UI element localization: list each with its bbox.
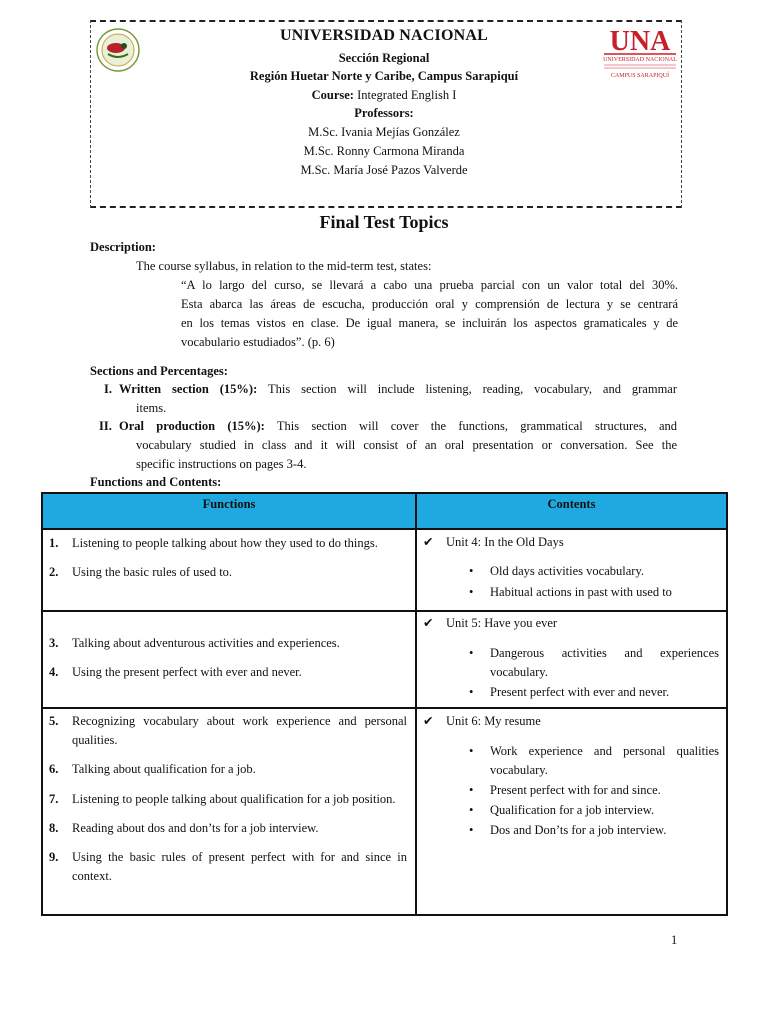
- contents-cell: [416, 611, 727, 708]
- content-bullet: • Habitual actions in past with used to: [417, 583, 726, 602]
- checkmark-icon: ✔: [423, 616, 434, 630]
- section-heading: Oral production (15%):: [119, 419, 265, 433]
- content-bullet: • Present perfect with ever and never.: [417, 683, 726, 702]
- function-item: 8. Reading about dos and don’ts for a job interview.: [49, 821, 319, 835]
- function-item: 2. Using the basic rules of used to.: [49, 565, 233, 579]
- table-row: [42, 529, 727, 611]
- table-header-functions: Functions: [42, 493, 416, 529]
- course-line: [0, 88, 768, 103]
- university-name: UNIVERSIDAD NACIONAL: [279, 27, 489, 44]
- description-label: Description:: [90, 240, 156, 254]
- section-numeral: II.: [99, 419, 112, 433]
- checkmark-icon: ✔: [423, 535, 434, 549]
- section-oral: [119, 417, 677, 436]
- functions-cell: [42, 529, 416, 611]
- table-header-contents: Contents: [416, 493, 727, 529]
- function-item: 7. Listening to people talking about qualification for a job position.: [49, 792, 396, 806]
- table-row: [42, 708, 727, 915]
- function-item: 5. Recognizing vocabulary about work experience and personal qualities.: [49, 714, 407, 747]
- unit-heading: ✔ Unit 5: Have you ever: [417, 614, 726, 633]
- content-bullet: • Qualification for a job interview.: [417, 801, 726, 820]
- checkmark-icon: ✔: [423, 714, 434, 728]
- content-bullet: • Dangerous activities and experiences vocabulary.: [469, 646, 719, 679]
- bullet-icon: •: [469, 646, 474, 660]
- bullet-icon: •: [469, 564, 474, 578]
- quote-line: Esta abarca las áreas de escucha, producción oral y comprensión de lectura y se centrará: [181, 297, 678, 311]
- unit-heading: ✔ Unit 4: In the Old Days: [417, 533, 726, 552]
- bullet-icon: •: [469, 744, 474, 758]
- bullet-icon: •: [469, 783, 474, 797]
- region-name: Región Huetar Norte y Caribe, Campus Sarapiquí: [249, 69, 519, 83]
- course-value: Integrated English I: [353, 88, 457, 102]
- unit-heading: ✔ Unit 6: My resume: [417, 712, 726, 731]
- svg-text:UNA: UNA: [609, 26, 671, 57]
- functions-cell: [42, 611, 416, 708]
- functions-cell: [42, 708, 416, 915]
- function-item: 6. Talking about qualification for a job.: [49, 762, 256, 776]
- content-bullet: • Work experience and personal qualities vocabulary.: [469, 744, 719, 777]
- bullet-icon: •: [469, 685, 474, 699]
- section-text: items.: [136, 401, 167, 415]
- quote-line: en los temas vistos en clase. De igual manera, se incluirán los aspectos gramaticales y de: [181, 316, 678, 330]
- contents-cell: [416, 529, 727, 611]
- quote-line: vocabulario estudiados”. (p. 6): [181, 335, 335, 349]
- table-row: [42, 611, 727, 708]
- functions-contents-table: [41, 492, 728, 916]
- function-item: 4. Using the present perfect with ever and never.: [49, 665, 302, 679]
- professor-name: M.Sc. María José Pazos Valverde: [300, 163, 468, 177]
- functions-contents-label: Functions and Contents:: [90, 475, 222, 489]
- document-title: Final Test Topics: [319, 212, 449, 232]
- function-item: 1. Listening to people talking about how they used to do things.: [49, 536, 378, 550]
- course-label: Course:: [311, 88, 354, 102]
- content-bullet: • Present perfect with for and since.: [417, 781, 726, 800]
- bullet-icon: •: [469, 823, 474, 837]
- section-text: specific instructions on pages 3-4.: [136, 457, 307, 471]
- bullet-icon: •: [469, 585, 474, 599]
- svg-text:UNIVERSIDAD NACIONAL: UNIVERSIDAD NACIONAL: [603, 57, 677, 63]
- sections-label: Sections and Percentages:: [90, 364, 228, 378]
- professor-name: M.Sc. Ronny Carmona Miranda: [303, 144, 465, 158]
- section-numeral: I.: [104, 382, 112, 396]
- professor-name: M.Sc. Ivania Mejías González: [308, 125, 460, 139]
- svg-text:CAMPUS SARAPIQUÍ: CAMPUS SARAPIQUÍ: [610, 73, 670, 79]
- contents-cell: [416, 708, 727, 915]
- content-bullet: • Dos and Don’ts for a job interview.: [417, 821, 726, 840]
- professors-label: Professors:: [354, 106, 414, 120]
- section-text: This section will include listening, reading, vocabulary, and grammar: [257, 382, 678, 396]
- section-written: [119, 380, 677, 399]
- page-number: 1: [671, 933, 678, 947]
- section-heading: Written section (15%):: [119, 382, 258, 396]
- section-name: Sección Regional: [338, 51, 430, 65]
- description-intro: The course syllabus, in relation to the mid-term test, states:: [136, 259, 432, 273]
- function-item: 9. Using the basic rules of present perfect with for and since in context.: [49, 850, 407, 883]
- quote-line: “A lo largo del curso, se llevará a cabo una prueba parcial con un valor total del 30%.: [181, 278, 678, 292]
- content-bullet: • Old days activities vocabulary.: [417, 562, 726, 581]
- section-text: This section will cover the functions, grammatical structures, and: [264, 419, 678, 433]
- function-item: 3. Talking about adventurous activities and experiences.: [49, 636, 340, 650]
- section-text: vocabulary studied in class and it will consist of an oral presentation or conversation. See the: [136, 438, 677, 452]
- bullet-icon: •: [469, 803, 474, 817]
